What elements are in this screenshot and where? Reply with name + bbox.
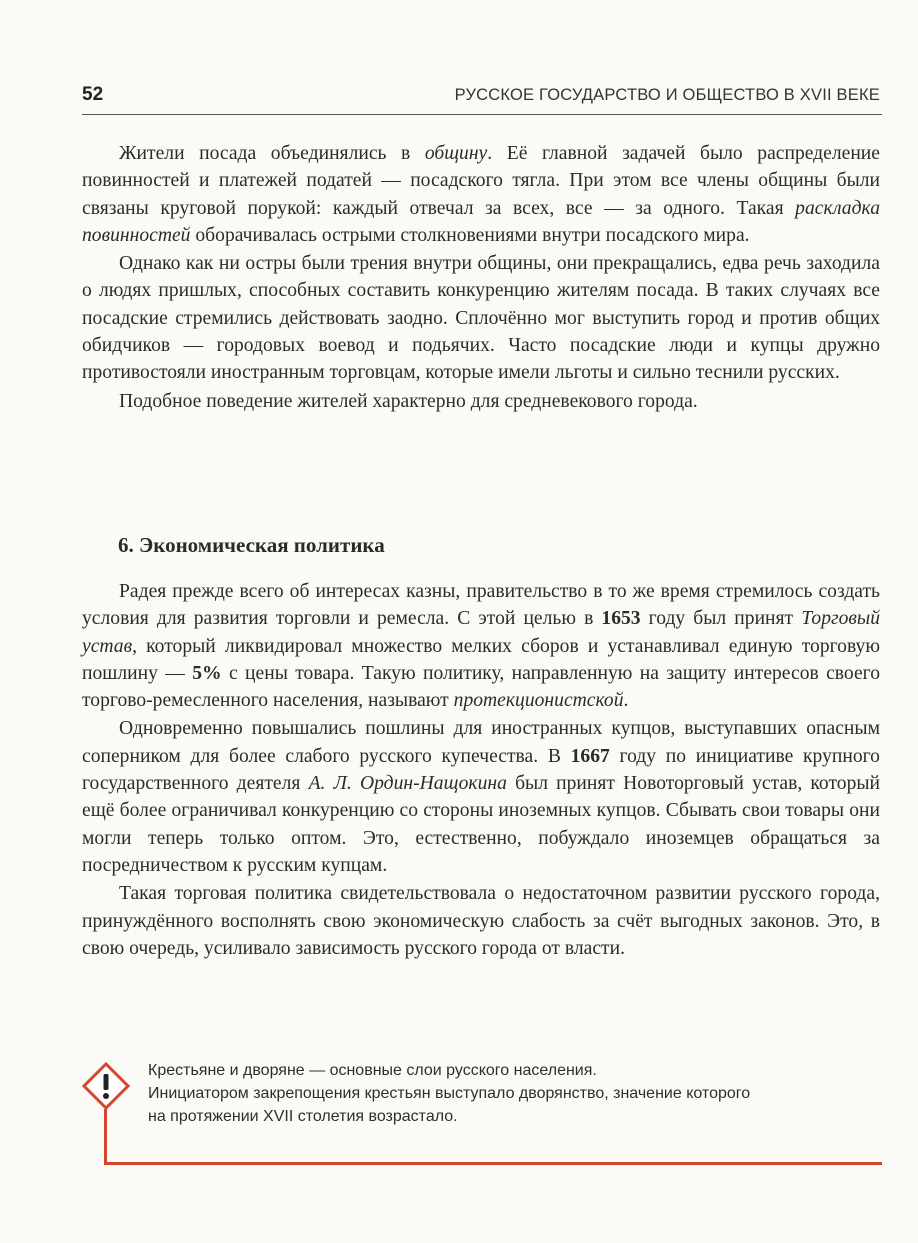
page-number: 52 — [82, 84, 104, 105]
paragraph: Подобное поведение жителей характерно для средневекового города. — [119, 390, 698, 412]
section-1-text — [82, 140, 880, 415]
section-2-text — [82, 578, 880, 962]
note-line-1: Крестьяне и дворяне — основные слои русского населения. — [148, 1062, 597, 1079]
year: 1667 — [570, 745, 610, 767]
section-heading: 6. Экономическая политика — [118, 533, 385, 557]
note-text — [148, 1059, 884, 1128]
running-title: РУССКОЕ ГОСУДАРСТВО И ОБЩЕСТВО В XVII ВЕКЕ — [454, 86, 880, 104]
note-accent-line — [104, 1162, 882, 1165]
term: общину — [424, 143, 488, 164]
page-header — [82, 84, 882, 115]
year: 1653 — [601, 608, 641, 630]
term: протекционистской — [453, 690, 624, 712]
paragraph: Одновременно повышались пошлины для иностранных купцов, выступавших опасным соперником для более слабого русского купечества. В 1667 году по инициативе крупного государственного деятеля А. Л. Ордин-Нащокина был принят Новоторговый устав, который ещё более ограничивал конкуренцию со стороны иноземных купцов. Сбывать свои товары они могли теперь только оптом. Это, естественно, побуждало иноземцев обращаться за посредничеством к русским купцам. — [82, 718, 881, 876]
warning-icon — [82, 1062, 130, 1110]
person-name: А. Л. Ордин-Нащокина — [308, 773, 507, 795]
paragraph: Радея прежде всего об интересах казны, правительство в то же время стремилось создать условия для развития торговли и ремесла. С этой целью в 1653 году был принят Торговый устав, который ликвидировал множество мелких сборов и устанавливал единую торговую пошлину — 5% с цены товара. Такую политику, направленную на защиту интересов своего торгово-ремесленного населения, называют протекционистской. — [82, 581, 880, 712]
note-line-2: Инициатором закрепощения крестьян выступало дворянство, значение которого — [148, 1085, 751, 1102]
term: Торговый устав — [82, 608, 880, 657]
paragraph: Однако как ни остры были трения внутри общины, они прекращались, едва речь заходила о людях пришлых, способных составить конкуренцию жителям посада. В таких случаях все посадские стремились действовать заодно. Сплочённо мог выступить город и против общих обидчиков — городовых воевод и подьячих. Часто посадские люди и купцы дружно противостояли иностранным торговцам, которые имели льготы и сильно теснили русских. — [82, 253, 880, 384]
paragraph: Жители посада объединялись в общину. Её главной задачей было распределение повинностей и платежей податей — посадского тягла. При этом все члены общины были связаны круговой порукой: каждый отвечал за всех, все — за одного. Такая раскладка повинностей оборачивалась острыми столкновениями внутри посадского мира. — [82, 143, 880, 246]
note-accent-stem — [104, 1109, 107, 1165]
term: раскладка повинностей — [82, 197, 880, 246]
percent: 5% — [192, 662, 222, 684]
key-point-box — [82, 1059, 882, 1165]
paragraph: Такая торговая политика свидетельствовала о недостаточном развитии русского города, принуждённого восполнять свою экономическую слабость за счёт выгодных законов. Это, в свою очередь, усиливало зависимость русского города от власти. — [82, 883, 880, 959]
note-line-3: на протяжении XVII столетия возрастало. — [148, 1108, 458, 1125]
